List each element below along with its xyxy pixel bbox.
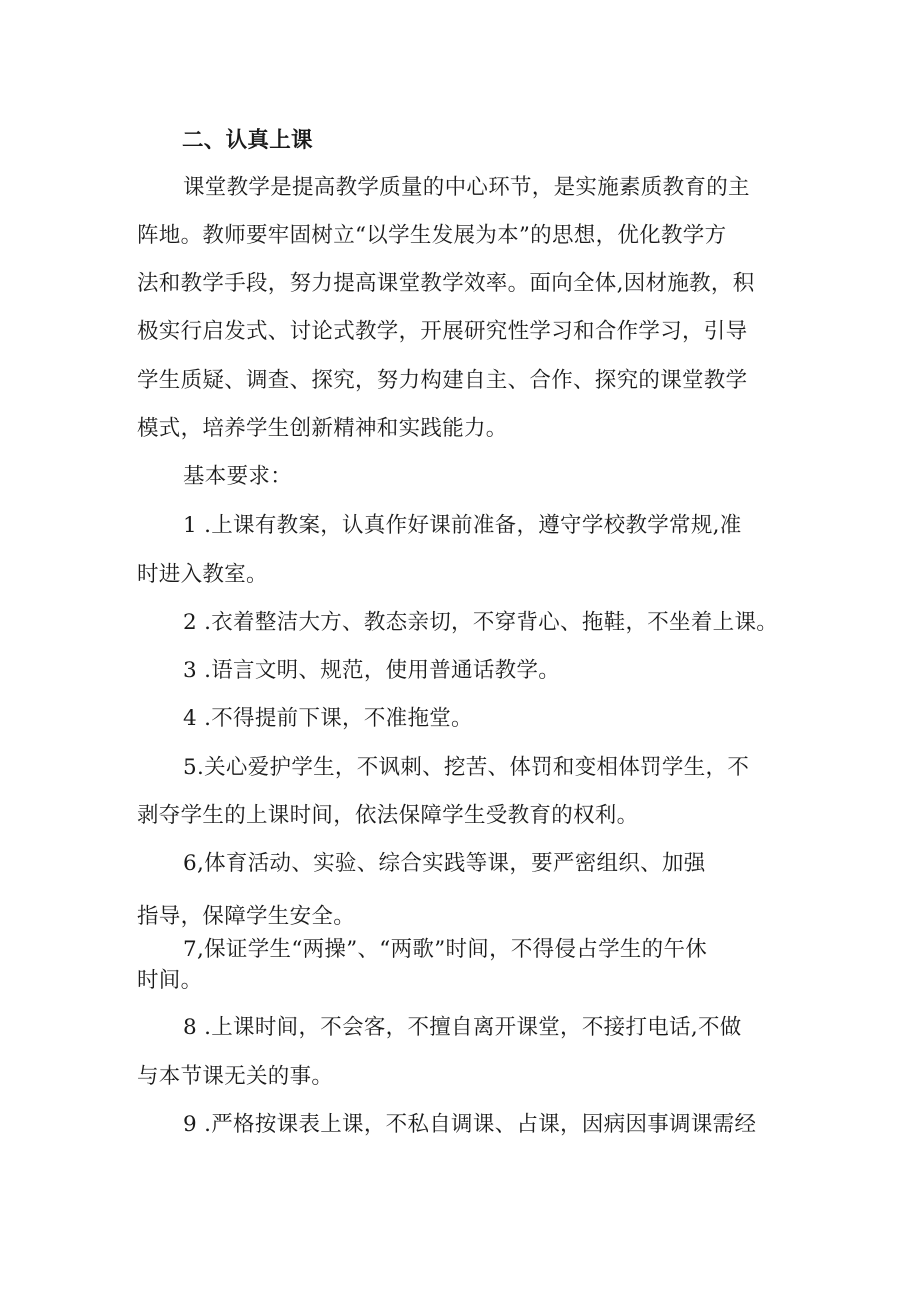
requirements-label: 基本要求：: [183, 464, 293, 489]
paragraph-line: 学生质疑、调查、探究，努力构建自主、合作、探究的课堂教学: [137, 368, 748, 393]
paragraph-line: 法和教学手段，努力提高课堂教学效率。面向全体,因材施教，积: [137, 271, 755, 296]
list-item-line: 5.关心爱护学生，不讽刺、挖苦、体罚和变相体罚学生，不: [183, 755, 750, 780]
list-item-line: 9 .严格按课表上课，不私自调课、占课，因病因事调课需经: [183, 1112, 757, 1137]
paragraph-line: 课堂教学是提高教学质量的中心环节，是实施素质教育的主: [183, 175, 750, 200]
list-item-line: 时进入教室。: [137, 562, 268, 587]
section-title: 二、认真上课: [182, 128, 313, 153]
list-item-line: 4 .不得提前下课，不准拖堂。: [183, 706, 473, 731]
list-item-line: 6,体育活动、实验、综合实践等课，要严密组织、加强: [183, 851, 706, 876]
paragraph-line: 模式，培养学生创新精神和实践能力。: [137, 416, 508, 441]
list-item-line: 与本节课无关的事。: [137, 1064, 334, 1089]
list-item-line: 时间。: [137, 968, 203, 993]
list-item-line: 指导，保障学生安全。: [137, 904, 356, 929]
list-item-line: 1 .上课有教案，认真作好课前准备，遵守学校教学常规,准: [183, 513, 742, 538]
list-item-line: 3 .语言文明、规范，使用普通话教学。: [183, 658, 561, 683]
list-item-line: 7,保证学生“两操”、“两歌”时间，不得侵占学生的午休: [183, 937, 708, 962]
paragraph-line: 阵地。教师要牢固树立“以学生发展为本”的思想，优化教学方: [137, 223, 727, 248]
list-item-line: 剥夺学生的上课时间，依法保障学生受教育的权利。: [137, 803, 639, 828]
list-item-line: 2 .衣着整洁大方、教态亲切，不穿背心、拖鞋，不坐着上课。: [183, 610, 779, 635]
paragraph-line: 极实行启发式、讨论式教学，开展研究性学习和合作学习，引导: [137, 319, 748, 344]
list-item-line: 8 .上课时间，不会客，不擅自离开课堂，不接打电话,不做: [183, 1015, 742, 1040]
